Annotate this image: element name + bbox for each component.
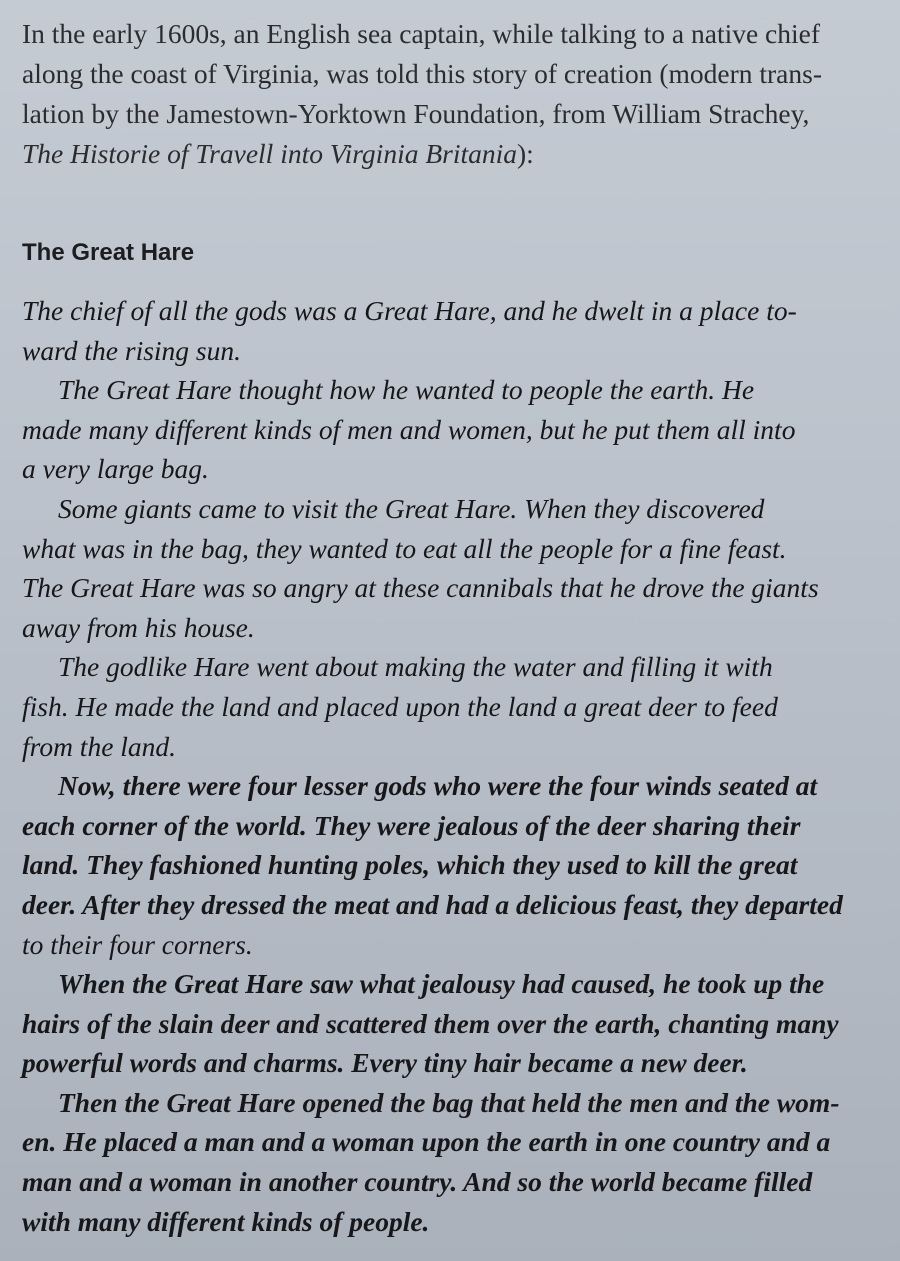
book-page (22, 14, 867, 1241)
story-line: Some giants came to visit the Great Hare. When they discovered (58, 492, 765, 524)
story-paragraph (22, 1083, 867, 1241)
story-paragraph (22, 647, 867, 766)
story-paragraph (22, 489, 867, 647)
intro-line: lation by the Jamestown-Yorktown Foundation, from William Strachey, (22, 98, 810, 129)
story-paragraph (22, 766, 867, 964)
story-line: Then the Great Hare opened the bag that held the men and the wom- (58, 1086, 840, 1118)
story-line: a very large bag. (22, 453, 209, 485)
story-line: When the Great Hare saw what jealousy had caused, he took up the (58, 968, 825, 1000)
story-line: to their four corners. (22, 928, 253, 960)
story-line: what was in the bag, they wanted to eat all the people for a fine feast. (22, 532, 787, 564)
intro-line: In the early 1600s, an English sea captain, while talking to a native chief (22, 18, 821, 49)
story-paragraph (22, 291, 867, 370)
story-line: Now, there were four lesser gods who were the four winds seated at (58, 770, 818, 802)
story-line: The chief of all the gods was a Great Hare, and he dwelt in a place to- (22, 295, 797, 326)
intro-paragraph (22, 14, 867, 174)
story-paragraph (22, 964, 867, 1083)
section-heading: The Great Hare (22, 239, 195, 266)
story-line: en. He placed a man and a woman upon the earth in one country and a (22, 1126, 831, 1158)
source-title: The Historie of Travell into Virginia Britania (22, 138, 518, 169)
story-line: The godlike Hare went about making the water and filling it with (58, 651, 773, 683)
intro-line-source (22, 134, 867, 174)
story-line: with many different kinds of people. (22, 1205, 430, 1237)
story-line: hairs of the slain deer and scattered them over the earth, chanting many (22, 1007, 839, 1039)
story-line: away from his house. (22, 611, 255, 643)
story-line: The Great Hare thought how he wanted to people the earth. He (58, 374, 755, 406)
story-line: powerful words and charms. Every tiny hair became a new deer. (22, 1047, 748, 1079)
story-line: from the land. (22, 730, 177, 762)
story-text (22, 291, 867, 1241)
intro-line: along the coast of Virginia, was told this story of creation (modern trans- (22, 58, 822, 89)
story-line: fish. He made the land and placed upon the land a great deer to feed (22, 690, 778, 722)
story-line: deer. After they dressed the meat and had a delicious feast, they departed (22, 888, 843, 920)
story-line: The Great Hare was so angry at these cannibals that he drove the giants (22, 572, 819, 604)
story-line: land. They fashioned hunting poles, which they used to kill the great (22, 849, 798, 881)
story-line: each corner of the world. They were jealous of the deer sharing their (22, 809, 801, 841)
story-line: made many different kinds of men and women, but he put them all into (22, 413, 796, 445)
story-line: man and a woman in another country. And so the world became filled (22, 1166, 813, 1198)
story-line: ward the rising sun. (22, 334, 242, 366)
story-paragraph (22, 370, 867, 489)
source-suffix: ): (517, 138, 534, 169)
